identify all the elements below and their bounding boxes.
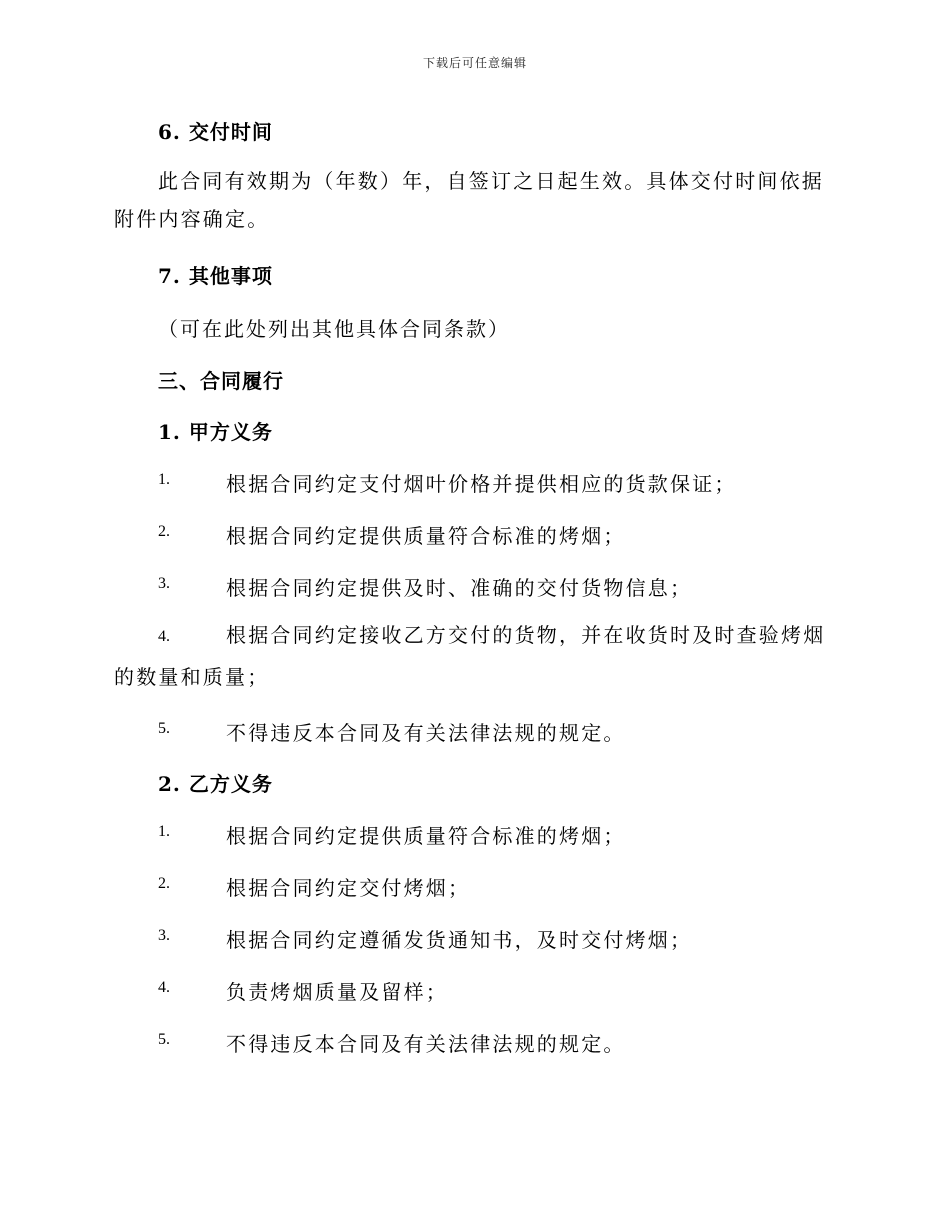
list-item-number: 4. [158,628,170,645]
section-heading-party-a: 1. 甲方义务 [158,420,273,444]
list-item-number: 1. [158,823,170,840]
paragraph-delivery-time: 此合同有效期为（年数）年，自签订之日起生效。具体交付时间依据附件内容确定。 [114,169,824,231]
list-item-text: 根据合同约定遵循发货通知书，及时交付烤烟； [226,928,693,952]
list-item-text: 负责烤烟质量及留样； [226,980,448,1004]
list-item-text: 根据合同约定提供及时、准确的交付货物信息； [226,576,693,600]
list-item-number: 1. [158,471,170,488]
section-heading-delivery-time: 6. 交付时间 [158,120,273,144]
list-item-number: 3. [158,927,170,944]
list-item-text: 根据合同约定接收乙方交付的货物，并在收货时及时查验烤烟的数量和质量； [114,623,826,689]
list-item-text: 根据合同约定交付烤烟； [226,876,471,900]
section-heading-other-matters: 7. 其他事项 [158,264,273,288]
list-item [114,614,834,698]
list-item-text: 根据合同约定支付烟叶价格并提供相应的货款保证； [226,472,737,496]
list-item-text: 根据合同约定提供质量符合标准的烤烟； [226,824,626,848]
list-item-text: 根据合同约定提供质量符合标准的烤烟； [226,524,626,548]
list-item-number: 2. [158,875,170,892]
list-item-number: 5. [158,1031,170,1048]
list-item-text: 不得违反本合同及有关法律法规的规定。 [226,721,626,745]
list-item-number: 5. [158,720,170,737]
list-item-number: 4. [158,979,170,996]
list-item-number: 2. [158,523,170,540]
list-item-text: 不得违反本合同及有关法律法规的规定。 [226,1032,626,1056]
section-heading-performance: 三、合同履行 [158,369,284,393]
paragraph-other-matters: （可在此处列出其他具体合同条款） [158,317,510,341]
list-item-number: 3. [158,575,170,592]
page-header: 下载后可任意编辑 [422,56,527,70]
section-heading-party-b: 2. 乙方义务 [158,772,273,796]
